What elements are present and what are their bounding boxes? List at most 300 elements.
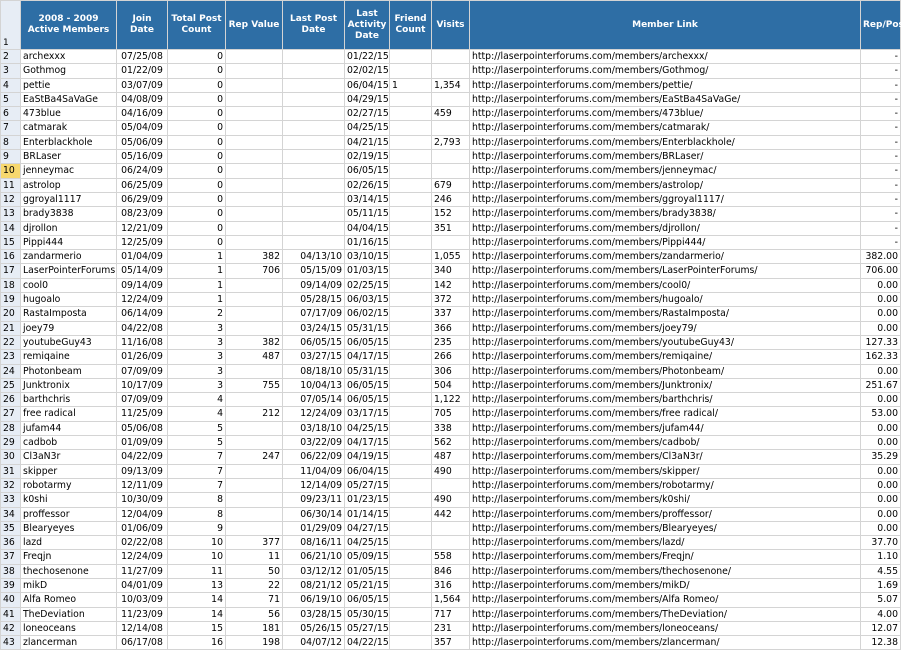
header-post-count[interactable]: Total Post Count <box>168 1 226 50</box>
cell-friend-count[interactable] <box>390 50 432 64</box>
cell-last-activity-date[interactable]: 05/31/15 <box>345 364 390 378</box>
cell-member-link[interactable]: http://laserpointerforums.com/members/Freqjn/ <box>470 550 861 564</box>
cell-rep-per-post[interactable]: - <box>861 78 901 92</box>
cell-member-link[interactable]: http://laserpointerforums.com/members/BRLaser/ <box>470 150 861 164</box>
cell-rep-per-post[interactable]: 0.00 <box>861 278 901 292</box>
cell-last-post-date[interactable] <box>283 192 345 206</box>
cell-rep-per-post[interactable]: - <box>861 221 901 235</box>
cell-post-count[interactable]: 1 <box>168 250 226 264</box>
cell-last-post-date[interactable]: 12/24/09 <box>283 407 345 421</box>
cell-member[interactable]: Alfa Romeo <box>21 593 117 607</box>
cell-member[interactable]: astrolop <box>21 178 117 192</box>
cell-member[interactable]: djrollon <box>21 221 117 235</box>
cell-rep-value[interactable]: 198 <box>226 636 283 650</box>
cell-visits[interactable]: 504 <box>432 378 470 392</box>
cell-friend-count[interactable] <box>390 464 432 478</box>
row-number[interactable]: 3 <box>1 64 21 78</box>
row-number[interactable]: 25 <box>1 378 21 392</box>
row-number[interactable]: 11 <box>1 178 21 192</box>
cell-rep-value[interactable] <box>226 221 283 235</box>
cell-last-post-date[interactable]: 07/17/09 <box>283 307 345 321</box>
cell-post-count[interactable]: 14 <box>168 593 226 607</box>
cell-join-date[interactable]: 11/25/09 <box>117 407 168 421</box>
cell-last-post-date[interactable]: 06/30/14 <box>283 507 345 521</box>
header-last-post-date[interactable]: Last Post Date <box>283 1 345 50</box>
cell-join-date[interactable]: 11/23/09 <box>117 607 168 621</box>
cell-visits[interactable]: 717 <box>432 607 470 621</box>
cell-last-activity-date[interactable]: 03/10/15 <box>345 250 390 264</box>
cell-member-link[interactable]: http://laserpointerforums.com/members/zandarmerio/ <box>470 250 861 264</box>
cell-join-date[interactable]: 08/23/09 <box>117 207 168 221</box>
cell-friend-count[interactable] <box>390 536 432 550</box>
cell-friend-count[interactable] <box>390 135 432 149</box>
cell-rep-per-post[interactable]: 0.00 <box>861 464 901 478</box>
cell-member-link[interactable]: http://laserpointerforums.com/members/barthchris/ <box>470 393 861 407</box>
cell-rep-per-post[interactable]: - <box>861 92 901 106</box>
cell-friend-count[interactable] <box>390 121 432 135</box>
cell-visits[interactable]: 705 <box>432 407 470 421</box>
cell-friend-count[interactable] <box>390 593 432 607</box>
cell-join-date[interactable]: 09/13/09 <box>117 464 168 478</box>
cell-last-activity-date[interactable]: 06/05/15 <box>345 335 390 349</box>
cell-rep-value[interactable] <box>226 307 283 321</box>
cell-rep-per-post[interactable]: - <box>861 207 901 221</box>
cell-post-count[interactable]: 7 <box>168 464 226 478</box>
cell-rep-per-post[interactable]: 4.00 <box>861 607 901 621</box>
cell-visits[interactable]: 558 <box>432 550 470 564</box>
cell-last-activity-date[interactable]: 06/02/15 <box>345 307 390 321</box>
cell-rep-value[interactable] <box>226 64 283 78</box>
cell-friend-count[interactable] <box>390 436 432 450</box>
cell-friend-count[interactable] <box>390 350 432 364</box>
cell-post-count[interactable]: 0 <box>168 192 226 206</box>
row-number[interactable]: 26 <box>1 393 21 407</box>
cell-member[interactable]: mikD <box>21 578 117 592</box>
cell-member[interactable]: youtubeGuy43 <box>21 335 117 349</box>
cell-rep-per-post[interactable]: 4.55 <box>861 564 901 578</box>
cell-rep-value[interactable] <box>226 364 283 378</box>
row-number[interactable]: 5 <box>1 92 21 106</box>
cell-join-date[interactable]: 07/09/09 <box>117 364 168 378</box>
cell-friend-count[interactable] <box>390 335 432 349</box>
cell-last-activity-date[interactable]: 05/30/15 <box>345 607 390 621</box>
cell-join-date[interactable]: 04/08/09 <box>117 92 168 106</box>
cell-join-date[interactable]: 07/09/09 <box>117 393 168 407</box>
cell-friend-count[interactable] <box>390 450 432 464</box>
cell-last-post-date[interactable]: 09/23/11 <box>283 493 345 507</box>
cell-last-activity-date[interactable]: 04/25/15 <box>345 536 390 550</box>
cell-friend-count[interactable] <box>390 150 432 164</box>
cell-friend-count[interactable] <box>390 64 432 78</box>
cell-rep-value[interactable]: 377 <box>226 536 283 550</box>
cell-rep-value[interactable] <box>226 278 283 292</box>
cell-visits[interactable]: 562 <box>432 436 470 450</box>
cell-member[interactable]: lazd <box>21 536 117 550</box>
cell-last-post-date[interactable] <box>283 78 345 92</box>
cell-friend-count[interactable]: 1 <box>390 78 432 92</box>
cell-rep-per-post[interactable]: 162.33 <box>861 350 901 364</box>
cell-rep-per-post[interactable]: - <box>861 192 901 206</box>
cell-member[interactable]: RastaImposta <box>21 307 117 321</box>
cell-member[interactable]: TheDeviation <box>21 607 117 621</box>
cell-join-date[interactable]: 05/06/09 <box>117 135 168 149</box>
cell-last-post-date[interactable]: 04/13/10 <box>283 250 345 264</box>
cell-last-activity-date[interactable]: 06/05/15 <box>345 393 390 407</box>
cell-post-count[interactable]: 3 <box>168 335 226 349</box>
row-number[interactable]: 32 <box>1 478 21 492</box>
cell-join-date[interactable]: 07/25/08 <box>117 50 168 64</box>
cell-friend-count[interactable] <box>390 578 432 592</box>
cell-member-link[interactable]: http://laserpointerforums.com/members/archexxx/ <box>470 50 861 64</box>
cell-friend-count[interactable] <box>390 393 432 407</box>
cell-member[interactable]: BRLaser <box>21 150 117 164</box>
cell-last-post-date[interactable]: 08/18/10 <box>283 364 345 378</box>
cell-post-count[interactable]: 8 <box>168 507 226 521</box>
cell-last-post-date[interactable]: 03/22/09 <box>283 436 345 450</box>
cell-last-post-date[interactable]: 09/14/09 <box>283 278 345 292</box>
row-number[interactable]: 40 <box>1 593 21 607</box>
cell-member-link[interactable]: http://laserpointerforums.com/members/zlancerman/ <box>470 636 861 650</box>
row-number[interactable]: 18 <box>1 278 21 292</box>
row-number[interactable]: 13 <box>1 207 21 221</box>
cell-rep-per-post[interactable]: 37.70 <box>861 536 901 550</box>
cell-visits[interactable]: 316 <box>432 578 470 592</box>
cell-last-activity-date[interactable]: 03/14/15 <box>345 192 390 206</box>
row-number[interactable]: 33 <box>1 493 21 507</box>
cell-join-date[interactable]: 10/03/09 <box>117 593 168 607</box>
cell-post-count[interactable]: 15 <box>168 621 226 635</box>
cell-friend-count[interactable] <box>390 164 432 178</box>
cell-friend-count[interactable] <box>390 107 432 121</box>
cell-post-count[interactable]: 16 <box>168 636 226 650</box>
cell-last-post-date[interactable] <box>283 50 345 64</box>
cell-rep-per-post[interactable]: 0.00 <box>861 393 901 407</box>
cell-visits[interactable]: 490 <box>432 464 470 478</box>
cell-join-date[interactable]: 12/21/09 <box>117 221 168 235</box>
cell-rep-value[interactable]: 181 <box>226 621 283 635</box>
row-number[interactable]: 17 <box>1 264 21 278</box>
cell-last-post-date[interactable]: 07/05/14 <box>283 393 345 407</box>
cell-rep-value[interactable]: 71 <box>226 593 283 607</box>
cell-rep-per-post[interactable]: 0.00 <box>861 364 901 378</box>
cell-member[interactable]: hugoalo <box>21 293 117 307</box>
cell-friend-count[interactable] <box>390 378 432 392</box>
cell-rep-value[interactable] <box>226 78 283 92</box>
cell-friend-count[interactable] <box>390 621 432 635</box>
cell-rep-per-post[interactable]: - <box>861 150 901 164</box>
cell-rep-value[interactable] <box>226 421 283 435</box>
cell-member-link[interactable]: http://laserpointerforums.com/members/skipper/ <box>470 464 861 478</box>
cell-rep-per-post[interactable]: 0.00 <box>861 321 901 335</box>
cell-rep-per-post[interactable]: 382.00 <box>861 250 901 264</box>
cell-member-link[interactable]: http://laserpointerforums.com/members/LaserPointerForums/ <box>470 264 861 278</box>
cell-join-date[interactable]: 06/17/08 <box>117 636 168 650</box>
cell-post-count[interactable]: 0 <box>168 135 226 149</box>
cell-visits[interactable] <box>432 50 470 64</box>
cell-rep-per-post[interactable]: 0.00 <box>861 478 901 492</box>
cell-rep-value[interactable]: 247 <box>226 450 283 464</box>
cell-visits[interactable]: 459 <box>432 107 470 121</box>
cell-member-link[interactable]: http://laserpointerforums.com/members/RastaImposta/ <box>470 307 861 321</box>
cell-post-count[interactable]: 3 <box>168 321 226 335</box>
cell-rep-value[interactable] <box>226 150 283 164</box>
cell-friend-count[interactable] <box>390 507 432 521</box>
cell-last-post-date[interactable] <box>283 64 345 78</box>
cell-visits[interactable]: 442 <box>432 507 470 521</box>
cell-join-date[interactable]: 01/09/09 <box>117 436 168 450</box>
cell-friend-count[interactable] <box>390 421 432 435</box>
cell-post-count[interactable]: 8 <box>168 493 226 507</box>
cell-member-link[interactable]: http://laserpointerforums.com/members/Blearyeyes/ <box>470 521 861 535</box>
cell-rep-per-post[interactable]: - <box>861 64 901 78</box>
cell-join-date[interactable]: 06/24/09 <box>117 164 168 178</box>
cell-last-activity-date[interactable]: 05/11/15 <box>345 207 390 221</box>
cell-member-link[interactable]: http://laserpointerforums.com/members/k0shi/ <box>470 493 861 507</box>
cell-rep-value[interactable] <box>226 107 283 121</box>
cell-last-activity-date[interactable]: 06/03/15 <box>345 293 390 307</box>
cell-visits[interactable] <box>432 478 470 492</box>
cell-member[interactable]: 473blue <box>21 107 117 121</box>
cell-member[interactable]: LaserPointerForums <box>21 264 117 278</box>
cell-member[interactable]: loneoceans <box>21 621 117 635</box>
cell-rep-value[interactable] <box>226 464 283 478</box>
cell-last-activity-date[interactable]: 02/02/15 <box>345 64 390 78</box>
cell-member[interactable]: Junktronix <box>21 378 117 392</box>
cell-join-date[interactable]: 03/07/09 <box>117 78 168 92</box>
cell-member[interactable]: archexxx <box>21 50 117 64</box>
cell-member-link[interactable]: http://laserpointerforums.com/members/astrolop/ <box>470 178 861 192</box>
cell-friend-count[interactable] <box>390 92 432 106</box>
cell-post-count[interactable]: 9 <box>168 521 226 535</box>
cell-member[interactable]: Cl3aN3r <box>21 450 117 464</box>
row-number[interactable]: 22 <box>1 335 21 349</box>
cell-member-link[interactable]: http://laserpointerforums.com/members/Photonbeam/ <box>470 364 861 378</box>
cell-member[interactable]: Pippi444 <box>21 235 117 249</box>
cell-join-date[interactable]: 04/16/09 <box>117 107 168 121</box>
cell-join-date[interactable]: 06/25/09 <box>117 178 168 192</box>
cell-member[interactable]: catmarak <box>21 121 117 135</box>
cell-visits[interactable] <box>432 64 470 78</box>
cell-join-date[interactable]: 12/04/09 <box>117 507 168 521</box>
cell-last-post-date[interactable]: 04/07/12 <box>283 636 345 650</box>
cell-visits[interactable]: 357 <box>432 636 470 650</box>
cell-post-count[interactable]: 0 <box>168 207 226 221</box>
cell-visits[interactable] <box>432 536 470 550</box>
cell-last-post-date[interactable] <box>283 178 345 192</box>
cell-rep-value[interactable] <box>226 192 283 206</box>
cell-rep-value[interactable] <box>226 293 283 307</box>
cell-visits[interactable] <box>432 150 470 164</box>
cell-join-date[interactable]: 06/29/09 <box>117 192 168 206</box>
cell-visits[interactable]: 366 <box>432 321 470 335</box>
cell-member[interactable]: Enterblackhole <box>21 135 117 149</box>
cell-rep-per-post[interactable]: 12.07 <box>861 621 901 635</box>
cell-member[interactable]: jenneymac <box>21 164 117 178</box>
cell-last-post-date[interactable] <box>283 207 345 221</box>
cell-post-count[interactable]: 3 <box>168 378 226 392</box>
cell-last-post-date[interactable]: 10/04/13 <box>283 378 345 392</box>
cell-last-activity-date[interactable]: 01/22/15 <box>345 50 390 64</box>
cell-friend-count[interactable] <box>390 264 432 278</box>
cell-friend-count[interactable] <box>390 178 432 192</box>
cell-member-link[interactable]: http://laserpointerforums.com/members/cool0/ <box>470 278 861 292</box>
cell-rep-value[interactable] <box>226 235 283 249</box>
cell-join-date[interactable]: 11/16/08 <box>117 335 168 349</box>
cell-post-count[interactable]: 4 <box>168 393 226 407</box>
cell-friend-count[interactable] <box>390 321 432 335</box>
cell-rep-per-post[interactable]: - <box>861 178 901 192</box>
cell-friend-count[interactable] <box>390 564 432 578</box>
cell-post-count[interactable]: 7 <box>168 478 226 492</box>
cell-post-count[interactable]: 0 <box>168 221 226 235</box>
cell-visits[interactable]: 142 <box>432 278 470 292</box>
cell-last-post-date[interactable]: 06/19/10 <box>283 593 345 607</box>
cell-rep-per-post[interactable]: 5.07 <box>861 593 901 607</box>
cell-visits[interactable]: 266 <box>432 350 470 364</box>
cell-friend-count[interactable] <box>390 192 432 206</box>
cell-member-link[interactable]: http://laserpointerforums.com/members/ggroyal1117/ <box>470 192 861 206</box>
cell-rep-per-post[interactable]: - <box>861 135 901 149</box>
cell-rep-value[interactable] <box>226 178 283 192</box>
cell-join-date[interactable]: 05/04/09 <box>117 121 168 135</box>
cell-member[interactable]: pettie <box>21 78 117 92</box>
cell-rep-per-post[interactable]: - <box>861 50 901 64</box>
cell-friend-count[interactable] <box>390 493 432 507</box>
cell-member-link[interactable]: http://laserpointerforums.com/members/djrollon/ <box>470 221 861 235</box>
cell-member[interactable]: Freqjn <box>21 550 117 564</box>
cell-visits[interactable]: 235 <box>432 335 470 349</box>
cell-join-date[interactable]: 10/30/09 <box>117 493 168 507</box>
cell-last-activity-date[interactable]: 04/25/15 <box>345 121 390 135</box>
cell-last-post-date[interactable]: 03/24/15 <box>283 321 345 335</box>
cell-post-count[interactable]: 1 <box>168 293 226 307</box>
cell-post-count[interactable]: 0 <box>168 150 226 164</box>
cell-friend-count[interactable] <box>390 221 432 235</box>
cell-member[interactable]: EaStBa4SaVaGe <box>21 92 117 106</box>
cell-post-count[interactable]: 0 <box>168 121 226 135</box>
cell-rep-per-post[interactable]: 12.38 <box>861 636 901 650</box>
cell-last-activity-date[interactable]: 04/21/15 <box>345 135 390 149</box>
cell-visits[interactable]: 846 <box>432 564 470 578</box>
cell-rep-per-post[interactable]: - <box>861 164 901 178</box>
cell-friend-count[interactable] <box>390 207 432 221</box>
row-number[interactable]: 8 <box>1 135 21 149</box>
cell-visits[interactable]: 306 <box>432 364 470 378</box>
row-number[interactable]: 38 <box>1 564 21 578</box>
row-number[interactable]: 2 <box>1 50 21 64</box>
cell-last-activity-date[interactable]: 05/27/15 <box>345 478 390 492</box>
header-join-date[interactable]: Join Date <box>117 1 168 50</box>
cell-member[interactable]: robotarmy <box>21 478 117 492</box>
cell-last-post-date[interactable] <box>283 235 345 249</box>
row-number[interactable]: 42 <box>1 621 21 635</box>
row-number[interactable]: 16 <box>1 250 21 264</box>
cell-friend-count[interactable] <box>390 307 432 321</box>
row-number[interactable]: 41 <box>1 607 21 621</box>
cell-last-activity-date[interactable]: 01/16/15 <box>345 235 390 249</box>
row-number[interactable]: 6 <box>1 107 21 121</box>
cell-last-activity-date[interactable]: 02/19/15 <box>345 150 390 164</box>
cell-member-link[interactable]: http://laserpointerforums.com/members/TheDeviation/ <box>470 607 861 621</box>
cell-last-post-date[interactable]: 01/29/09 <box>283 521 345 535</box>
cell-last-activity-date[interactable]: 04/25/15 <box>345 421 390 435</box>
row-number[interactable]: 43 <box>1 636 21 650</box>
cell-member-link[interactable]: http://laserpointerforums.com/members/Pippi444/ <box>470 235 861 249</box>
cell-rep-value[interactable] <box>226 50 283 64</box>
row-number[interactable]: 7 <box>1 121 21 135</box>
cell-join-date[interactable]: 04/22/08 <box>117 321 168 335</box>
cell-last-activity-date[interactable]: 04/19/15 <box>345 450 390 464</box>
cell-member-link[interactable]: http://laserpointerforums.com/members/Gothmog/ <box>470 64 861 78</box>
cell-member-link[interactable]: http://laserpointerforums.com/members/mikD/ <box>470 578 861 592</box>
cell-member[interactable]: joey79 <box>21 321 117 335</box>
cell-rep-value[interactable]: 382 <box>226 250 283 264</box>
cell-member-link[interactable]: http://laserpointerforums.com/members/brady3838/ <box>470 207 861 221</box>
cell-rep-per-post[interactable]: 0.00 <box>861 307 901 321</box>
cell-rep-value[interactable] <box>226 393 283 407</box>
cell-last-post-date[interactable]: 03/12/12 <box>283 564 345 578</box>
cell-member-link[interactable]: http://laserpointerforums.com/members/robotarmy/ <box>470 478 861 492</box>
cell-post-count[interactable]: 13 <box>168 578 226 592</box>
cell-last-post-date[interactable]: 05/15/09 <box>283 264 345 278</box>
cell-member[interactable]: zandarmerio <box>21 250 117 264</box>
cell-friend-count[interactable] <box>390 250 432 264</box>
cell-rep-value[interactable] <box>226 507 283 521</box>
cell-post-count[interactable]: 0 <box>168 164 226 178</box>
cell-member-link[interactable]: http://laserpointerforums.com/members/Enterblackhole/ <box>470 135 861 149</box>
cell-member[interactable]: skipper <box>21 464 117 478</box>
row-number[interactable]: 19 <box>1 293 21 307</box>
cell-visits[interactable] <box>432 235 470 249</box>
cell-last-activity-date[interactable]: 01/14/15 <box>345 507 390 521</box>
cell-friend-count[interactable] <box>390 636 432 650</box>
cell-visits[interactable] <box>432 92 470 106</box>
cell-friend-count[interactable] <box>390 607 432 621</box>
row-number[interactable]: 39 <box>1 578 21 592</box>
cell-visits[interactable]: 1,564 <box>432 593 470 607</box>
cell-member-link[interactable]: http://laserpointerforums.com/members/jenneymac/ <box>470 164 861 178</box>
cell-last-post-date[interactable]: 03/18/10 <box>283 421 345 435</box>
cell-last-post-date[interactable] <box>283 121 345 135</box>
cell-rep-value[interactable]: 706 <box>226 264 283 278</box>
cell-post-count[interactable]: 0 <box>168 107 226 121</box>
cell-member-link[interactable]: http://laserpointerforums.com/members/EaStBa4SaVaGe/ <box>470 92 861 106</box>
row-number[interactable]: 14 <box>1 221 21 235</box>
row-number[interactable]: 12 <box>1 192 21 206</box>
cell-post-count[interactable]: 5 <box>168 421 226 435</box>
cell-last-activity-date[interactable]: 04/22/15 <box>345 636 390 650</box>
cell-last-activity-date[interactable]: 03/17/15 <box>345 407 390 421</box>
cell-last-post-date[interactable]: 05/26/15 <box>283 621 345 635</box>
cell-last-post-date[interactable]: 11/04/09 <box>283 464 345 478</box>
cell-post-count[interactable]: 0 <box>168 64 226 78</box>
cell-post-count[interactable]: 0 <box>168 178 226 192</box>
cell-member[interactable]: thechosenone <box>21 564 117 578</box>
cell-last-activity-date[interactable]: 01/03/15 <box>345 264 390 278</box>
cell-member-link[interactable]: http://laserpointerforums.com/members/473blue/ <box>470 107 861 121</box>
cell-rep-value[interactable] <box>226 135 283 149</box>
cell-rep-per-post[interactable]: 0.00 <box>861 521 901 535</box>
cell-join-date[interactable]: 05/14/09 <box>117 264 168 278</box>
cell-rep-value[interactable] <box>226 521 283 535</box>
cell-visits[interactable] <box>432 521 470 535</box>
cell-visits[interactable]: 1,354 <box>432 78 470 92</box>
cell-member-link[interactable]: http://laserpointerforums.com/members/Junktronix/ <box>470 378 861 392</box>
cell-last-activity-date[interactable]: 04/17/15 <box>345 436 390 450</box>
cell-rep-value[interactable]: 212 <box>226 407 283 421</box>
cell-member-link[interactable]: http://laserpointerforums.com/members/cadbob/ <box>470 436 861 450</box>
cell-rep-value[interactable]: 11 <box>226 550 283 564</box>
